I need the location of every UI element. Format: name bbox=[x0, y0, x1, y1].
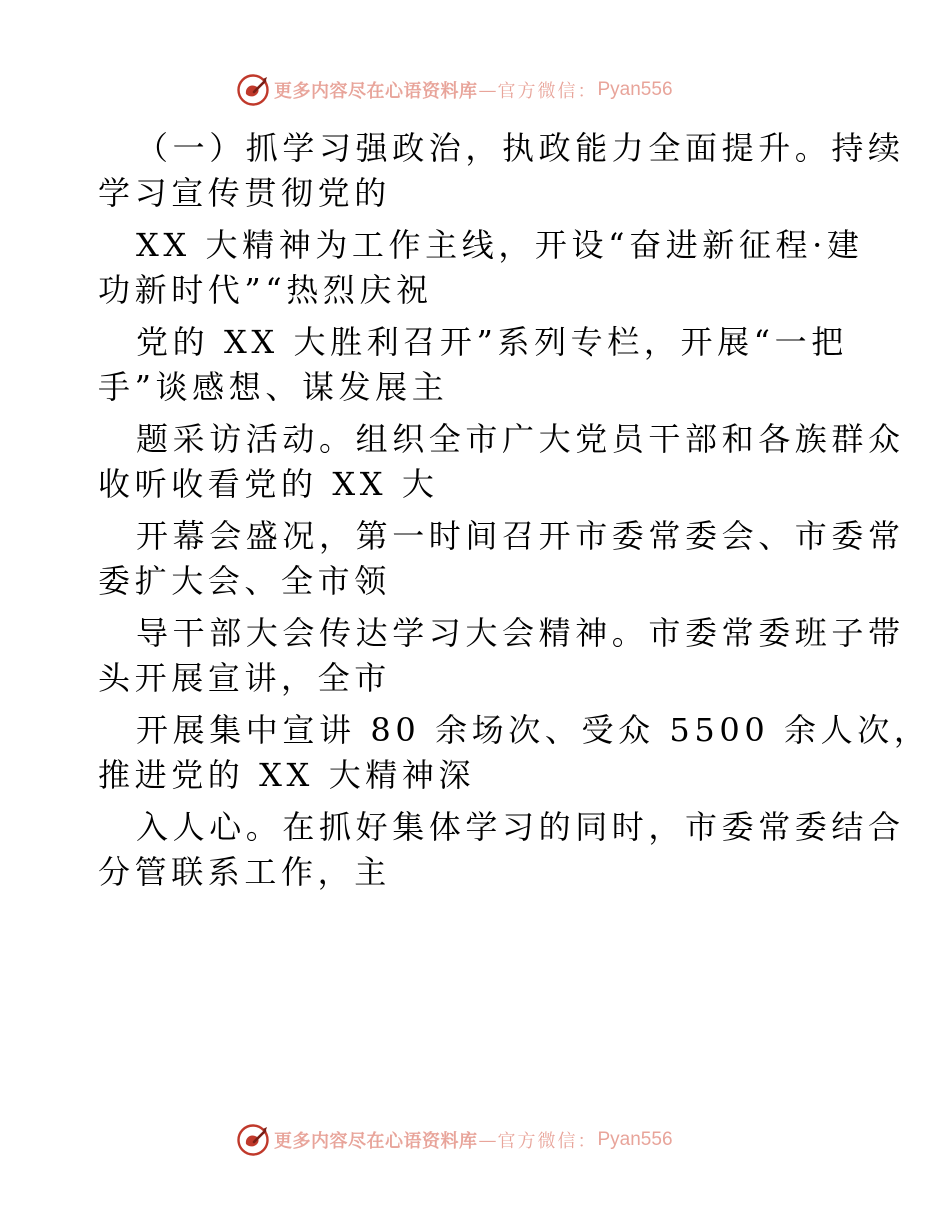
text-line: 党的 XX 大胜利召开”系列专栏，开展“一把 bbox=[136, 323, 848, 361]
pen-heart-logo-icon bbox=[236, 73, 270, 107]
text-line: XX 大精神为工作主线，开设“奋进新征程·建 bbox=[136, 226, 864, 264]
pen-heart-logo-icon bbox=[236, 1123, 270, 1157]
document-body bbox=[98, 126, 931, 902]
text-line: 入人心。在抓好集体学习的同时，市委常委结合 bbox=[136, 808, 905, 846]
text-line: 开幕会盛况，第一时间召开市委常委会、市委常 bbox=[136, 517, 905, 555]
text-line: 委扩大会、全市领 bbox=[98, 562, 391, 600]
text-line: 题采访活动。组织全市广大党员干部和各族群众 bbox=[136, 420, 905, 458]
text-line: 推进党的 XX 大精神深 bbox=[98, 756, 476, 794]
text-line: （一）抓学习强政治，执政能力全面提升。持续 bbox=[136, 129, 905, 167]
text-line: 导干部大会传达学习大会精神。市委常委班子带 bbox=[136, 614, 905, 652]
banner-separator: — bbox=[478, 79, 497, 101]
banner-site-name: 更多内容尽在心语资料库 bbox=[274, 81, 478, 102]
text-line: 手”谈感想、谋发展主 bbox=[98, 368, 449, 406]
banner-wechat-label: 官方微信： bbox=[497, 81, 598, 102]
text-line: 学习宣传贯彻党的 bbox=[98, 174, 391, 212]
text-line: 收听收看党的 XX 大 bbox=[98, 465, 439, 503]
banner-site-name: 更多内容尽在心语资料库 bbox=[274, 1131, 478, 1152]
banner-wechat-id: Pyan556 bbox=[597, 1129, 673, 1150]
text-line: 开展集中宣讲 80 余场次、受众 5500 余人次， bbox=[136, 711, 931, 749]
text-line: 头开展宣讲，全市 bbox=[98, 659, 391, 697]
footer-banner bbox=[236, 1123, 673, 1157]
header-banner bbox=[236, 73, 673, 107]
banner-separator: — bbox=[478, 1129, 497, 1151]
text-line: 分管联系工作，主 bbox=[98, 853, 391, 891]
text-line: 功新时代”“热烈庆祝 bbox=[98, 271, 433, 309]
banner-wechat-label: 官方微信： bbox=[497, 1131, 598, 1152]
banner-wechat-id: Pyan556 bbox=[597, 79, 673, 100]
